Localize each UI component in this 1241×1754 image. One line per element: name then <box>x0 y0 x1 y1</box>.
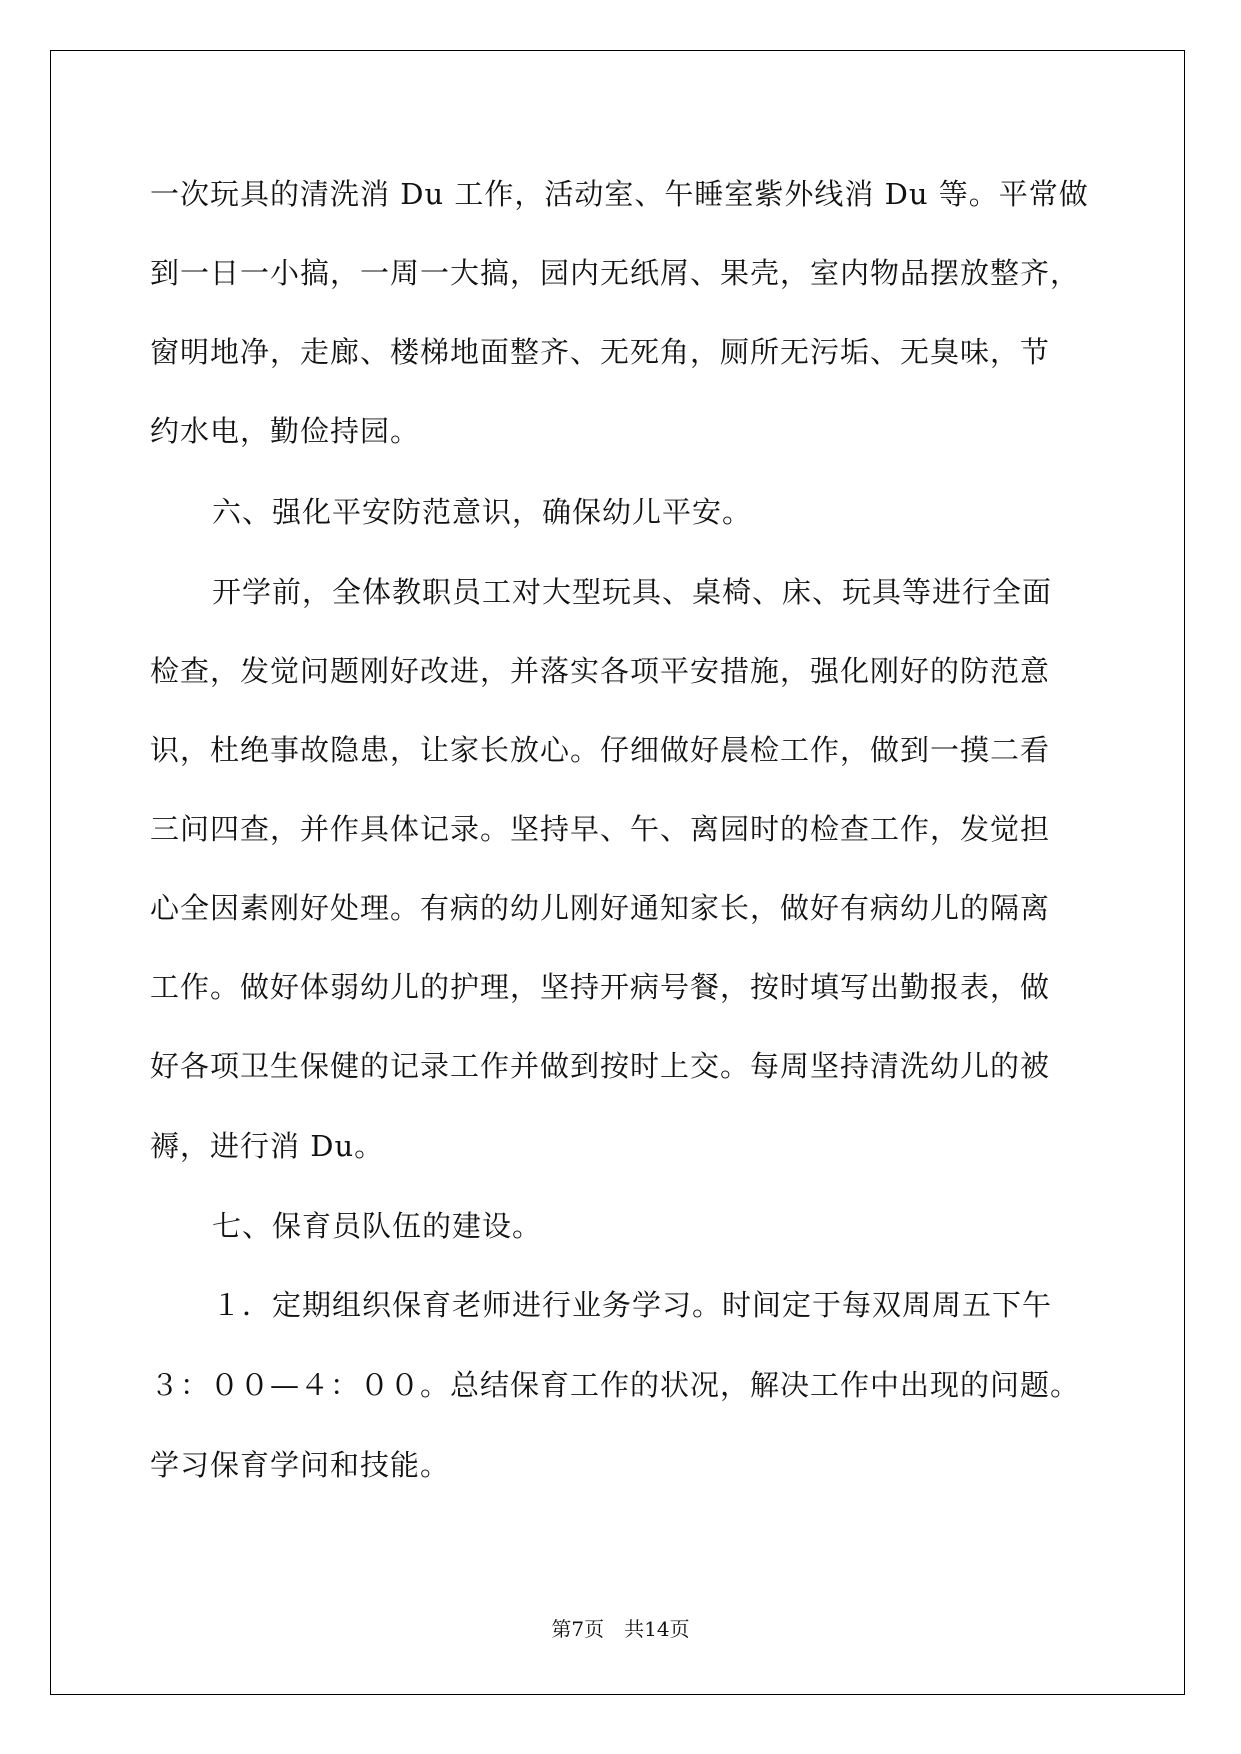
paragraph-line: 窗明地净，走廊、楼梯地面整齐、无死角，厕所无污垢、无臭味，节 <box>150 335 1051 369</box>
paragraph-line: 约水电，勤俭持园。 <box>150 414 421 448</box>
paragraph-line: 好各项卫生保健的记录工作并做到按时上交。每周坚持清洗幼儿的被 <box>150 1049 1051 1083</box>
paragraph-line: ３：００—４：００。总结保育工作的状况，解决工作中出现的问题。 <box>150 1368 1081 1402</box>
paragraph-line: 心全因素刚好处理。有病的幼儿刚好通知家长，做好有病幼儿的隔离 <box>150 891 1051 925</box>
paragraph-line: 褥，进行消 Du。 <box>150 1129 385 1163</box>
section-heading: 七、保育员队伍的建设。 <box>212 1209 543 1243</box>
paragraph-line: 一次玩具的清洗消 Du 工作，活动室、午睡室紫外线消 Du 等。平常做 <box>150 177 1089 211</box>
paragraph-line: 检查，发觉问题刚好改进，并落实各项平安措施，强化刚好的防范意 <box>150 654 1051 688</box>
paragraph-line: 工作。做好体弱幼儿的护理，坚持开病号餐，按时填写出勤报表，做 <box>150 970 1051 1004</box>
page-number-footer: 第7页 共14页 <box>551 1617 690 1641</box>
section-heading: 六、强化平安防范意识，确保幼儿平安。 <box>212 495 753 529</box>
paragraph-line: １．定期组织保育老师进行业务学习。时间定于每双周周五下午 <box>212 1288 1053 1322</box>
paragraph-line: 开学前，全体教职员工对大型玩具、桌椅、床、玩具等进行全面 <box>212 575 1053 609</box>
paragraph-line: 到一日一小搞，一周一大搞，园内无纸屑、果壳，室内物品摆放整齐， <box>150 256 1081 290</box>
paragraph-line: 学习保育学问和技能。 <box>150 1448 451 1482</box>
paragraph-line: 识，杜绝事故隐患，让家长放心。仔细做好晨检工作，做到一摸二看 <box>150 733 1051 767</box>
paragraph-line: 三问四查，并作具体记录。坚持早、午、离园时的检查工作，发觉担 <box>150 812 1051 846</box>
